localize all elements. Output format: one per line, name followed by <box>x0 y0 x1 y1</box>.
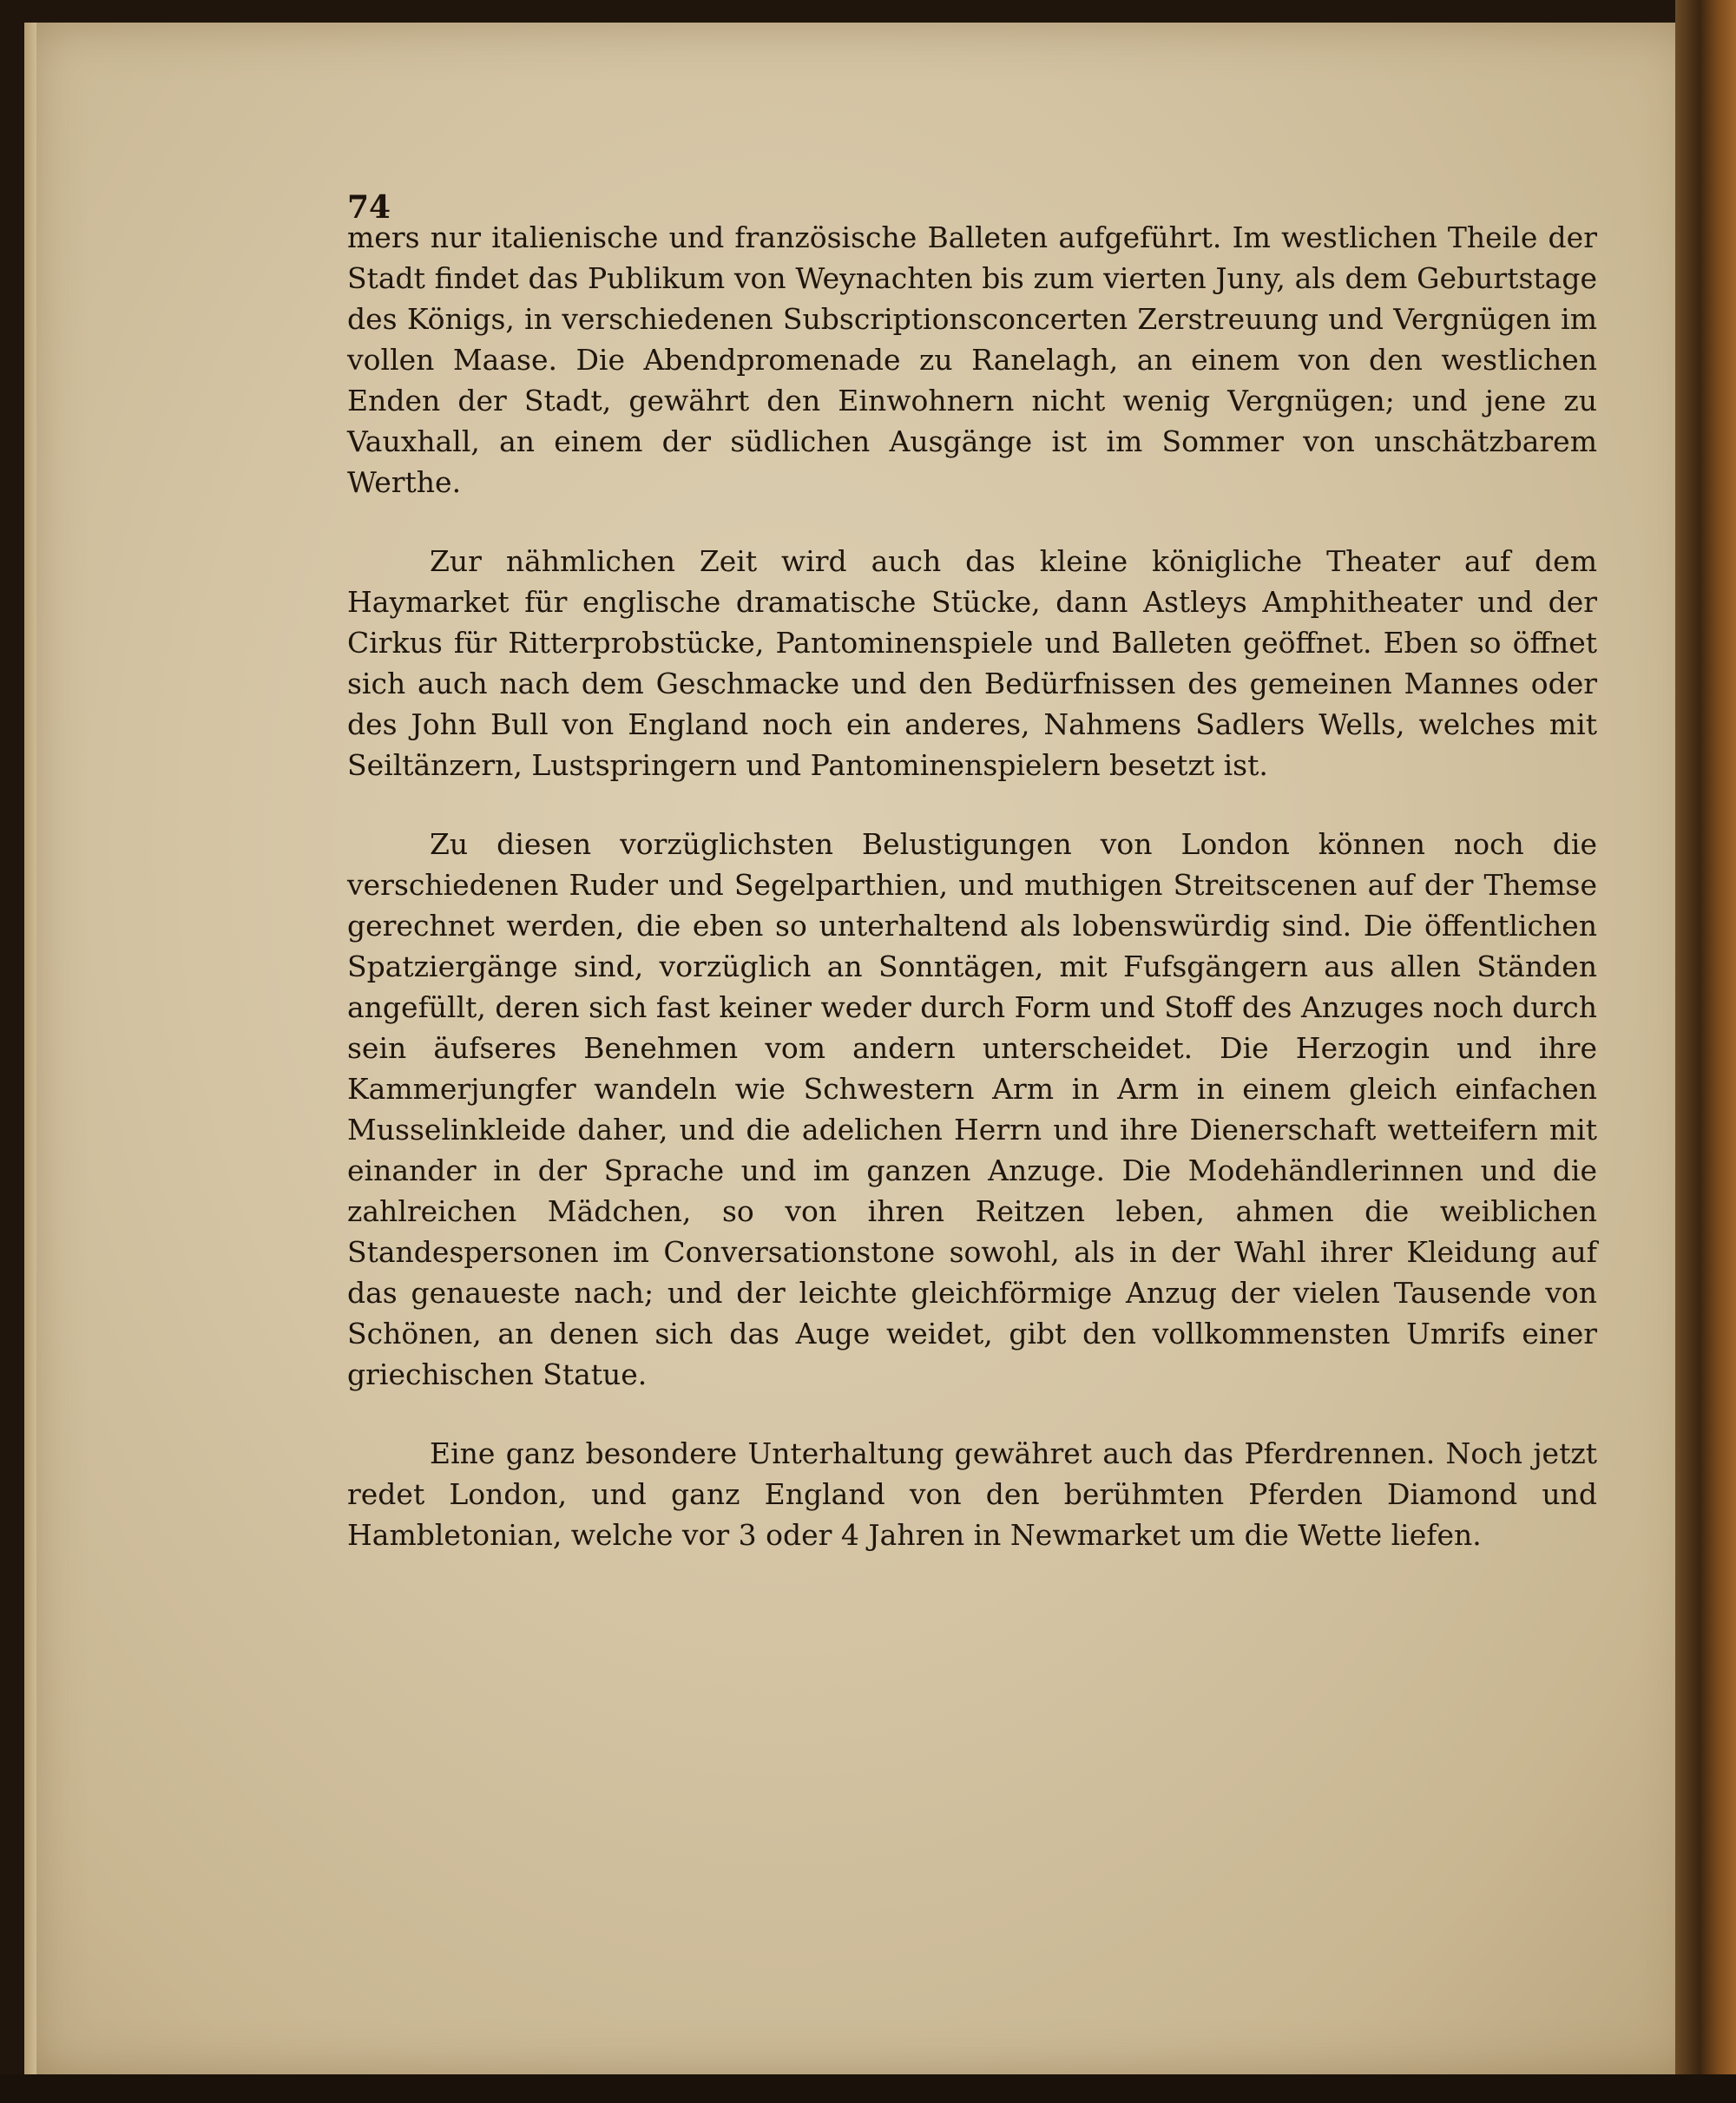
book-gutter <box>1675 0 1736 2103</box>
paragraph-2: Zur nähmlichen Zeit wird auch das kleine königliche Theater auf dem Haymarket für englische dramatische Stücke, dann Astleys Amphitheater und der Cirkus für Ritterprobstücke, Pantominenspiele und Balleten geöffnet. Eben so öffnet sich auch nach dem Geschmacke und den Bedürfnissen des gemeinen Mannes oder des John Bull von England noch ein anderes, Nahmens Sadlers Wells, welches mit Seiltänzern, Lustspringern und Pantominenspielern besetzt ist. <box>347 544 1597 782</box>
scan-border <box>0 2074 1736 2103</box>
paragraph-4: Eine ganz besondere Unterhaltung gewähret auch das Pferdrennen. Noch jetzt redet London, und ganz England von den berühmten Pferden Diamond und Hambletonian, welche vor 3 oder 4 Jahren in Newmarket um die Wette liefen. <box>347 1436 1597 1552</box>
page-number: 74 <box>347 189 391 226</box>
paragraph-3: Zu diesen vorzüglichsten Belustigungen von London können noch die verschiedenen Ruder und Segelparthien, und muthigen Streitscenen auf der Themse gerechnet werden, die eben so unterhaltend als lobenswürdig sind. Die öffentlichen Spatziergänge sind, vorzüglich an Sonntägen, mit Fufsgängern aus allen Ständen angefüllt, deren sich fast keiner weder durch Form und Stoff des Anzuges noch durch sein äufseres Benehmen vom andern unterscheidet. Die Herzogin und ihre Kammerjungfer wandeln wie Schwestern Arm in Arm in einem gleich einfachen Musselinkleide daher, und die adelichen Herrn und ihre Dienerschaft wetteifern mit einander in der Sprache und im ganzen Anzuge. Die Modehändlerinnen und die zahlreichen Mädchen, so von ihren Reitzen leben, ahmen die weiblichen Standespersonen im Conversationstone sowohl, als in der Wahl ihrer Kleidung auf das genaueste nach; und der leichte gleichförmige Anzug der vielen Tausende von Schönen, an denen sich das Auge weidet, gibt den vollkommensten Umrifs einer griechischen Statue. <box>347 827 1598 1391</box>
page-edge <box>24 23 36 2078</box>
body-text <box>347 217 1597 1594</box>
paragraph-1: mers nur italienische und französische Balleten aufgeführt. Im westlichen Theile der Stadt findet das Publikum von Weynachten bis zum vierten Juny, als dem Geburtstage des Königs, in verschiedenen Subscriptionsconcerten Zerstreuung und Vergnügen im vollen Maase. Die Abendpromenade zu Ranelagh, an einem von den westlichen Enden der Stadt, gewährt den Einwohnern nicht wenig Vergnügen; und jene zu Vauxhall, an einem der südlichen Ausgänge ist im Sommer von unschätzbarem Werthe. <box>347 220 1597 499</box>
